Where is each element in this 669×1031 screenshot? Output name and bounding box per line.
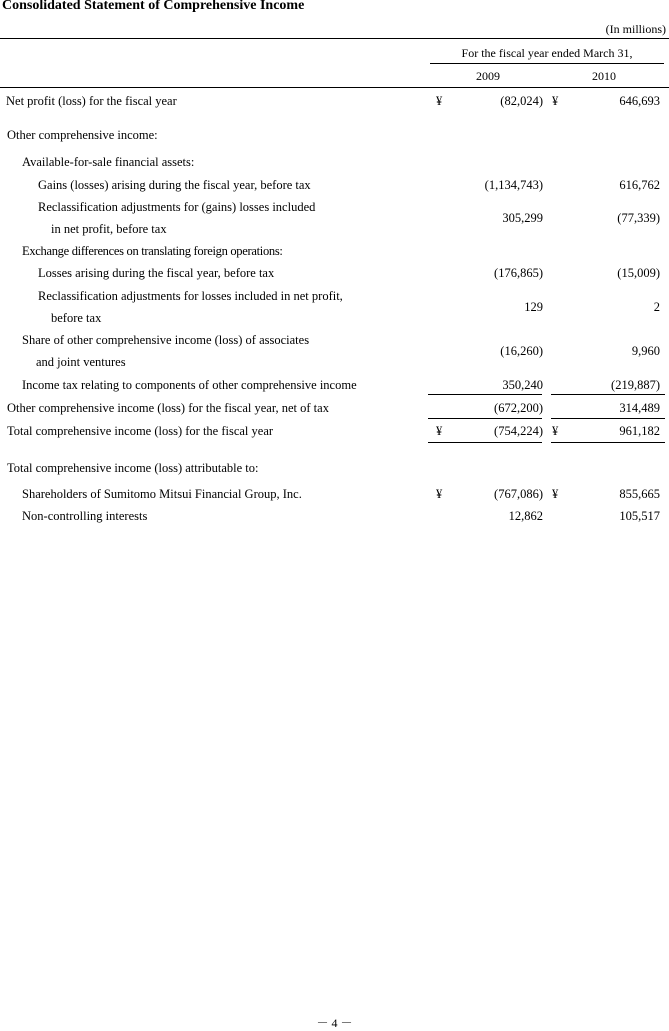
net-profit-2010: 646,693 [619,94,660,108]
afs-gains-2009: (1,134,743) [484,178,543,192]
afs-reclass-label-line2: in net profit, before tax [51,222,167,236]
header-bottom-rule [0,87,669,88]
fx-reclass-2009: 129 [524,300,543,314]
share-oci-2009: (16,260) [500,344,543,358]
year-2010-header: 2010 [592,69,616,83]
subtotal-rule [428,418,542,419]
net-profit-2009: (82,024) [500,94,543,108]
shareholders-label: Shareholders of Sumitomo Mitsui Financial Group, Inc. [22,487,302,501]
subtotal-rule [551,394,665,395]
total-rule [551,442,665,443]
oci-header: Other comprehensive income: [7,128,158,142]
fx-header: Exchange differences on translating foreign operations: [22,244,283,258]
income-tax-label: Income tax relating to components of other comprehensive income [22,378,357,392]
period-header: For the fiscal year ended March 31, [461,46,633,60]
total-ci-2009: (754,224) [494,424,543,438]
period-underline [430,63,664,64]
oci-net-2010: 314,489 [619,401,660,415]
subtotal-rule [428,394,542,395]
share-oci-label-line1: Share of other comprehensive income (loss) of associates [22,333,310,347]
oci-net-2009: (672,200) [494,401,543,415]
nci-label: Non-controlling interests [22,509,148,523]
net-profit-label: Net profit (loss) for the fiscal year [6,94,177,108]
oci-net-label: Other comprehensive income (loss) for the fiscal year, net of tax [7,401,329,415]
page-number: － 4 － [316,1016,353,1030]
total-ci-label: Total comprehensive income (loss) for the fiscal year [7,424,274,438]
units-note: (In millions) [605,22,666,36]
yen-symbol: ¥ [552,94,559,108]
statement-title: Consolidated Statement of Comprehensive Income [2,0,305,13]
yen-symbol: ¥ [552,424,559,438]
total-ci-2010: 961,182 [619,424,660,438]
yen-symbol: ¥ [436,94,443,108]
shareholders-2010: 855,665 [619,487,660,501]
afs-reclass-label-line1: Reclassification adjustments for (gains) losses included [38,200,316,214]
fx-reclass-2010: 2 [653,300,660,314]
yen-symbol: ¥ [436,487,443,501]
fx-reclass-label-line2: before tax [51,311,102,325]
year-2009-header: 2009 [476,69,500,83]
yen-symbol: ¥ [552,487,559,501]
share-oci-label-line2: and joint ventures [36,355,126,369]
shareholders-2009: (767,086) [494,487,543,501]
fx-losses-label: Losses arising during the fiscal year, before tax [38,266,275,280]
afs-header: Available-for-sale financial assets: [22,155,195,169]
afs-gains-label: Gains (losses) arising during the fiscal year, before tax [38,178,311,192]
afs-reclass-2009: 305,299 [502,211,543,225]
subtotal-rule [551,418,665,419]
share-oci-2010: 9,960 [631,344,660,358]
afs-reclass-2010: (77,339) [617,211,660,225]
top-rule [0,38,669,39]
nci-2010: 105,517 [619,509,660,523]
attributable-header: Total comprehensive income (loss) attributable to: [7,461,259,475]
afs-gains-2010: 616,762 [619,178,660,192]
income-tax-2009: 350,240 [502,378,543,392]
fx-losses-2009: (176,865) [494,266,543,280]
yen-symbol: ¥ [436,424,443,438]
fx-reclass-label-line1: Reclassification adjustments for losses included in net profit, [38,289,343,303]
total-rule [428,442,542,443]
fx-losses-2010: (15,009) [617,266,660,280]
nci-2009: 12,862 [508,509,543,523]
income-tax-2010: (219,887) [611,378,660,392]
